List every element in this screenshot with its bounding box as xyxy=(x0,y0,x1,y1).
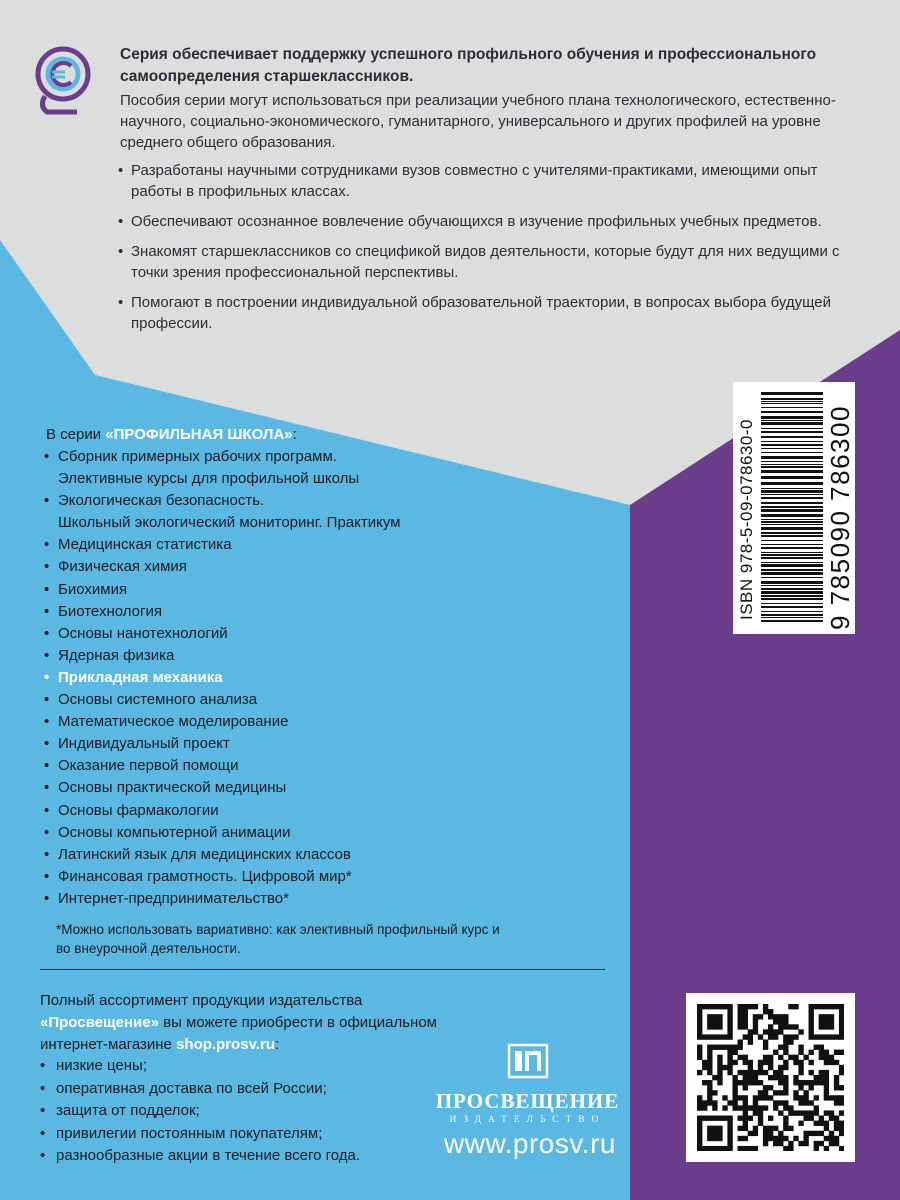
series-book-title: Латинский язык для медицинских классов xyxy=(58,845,351,863)
series-name: «ПРОФИЛЬНАЯ ШКОЛА» xyxy=(105,426,293,443)
series-heading xyxy=(46,426,297,443)
shop-text-1: Полный ассортимент продукции издательства xyxy=(40,992,363,1009)
series-book-title: Основы системного анализа xyxy=(58,691,258,709)
shop-description xyxy=(40,990,460,1056)
series-heading-prefix: В серии xyxy=(46,426,106,443)
series-book-item xyxy=(44,800,524,822)
series-book-title: Основы практической медицины xyxy=(58,779,287,797)
series-book-title: Финансовая грамотность. Цифровой мир* xyxy=(58,867,352,885)
publisher-name-quoted: «Просвещение» xyxy=(40,1014,159,1031)
benefit-item: • оперативная доставка по всей России; xyxy=(40,1078,360,1101)
publisher-name: ПРОСВЕЩЕНИЕ xyxy=(435,1089,620,1113)
series-book-item xyxy=(44,777,524,799)
shop-benefits-list xyxy=(40,1055,360,1168)
series-book-item xyxy=(44,866,524,888)
series-book-title: Интернет-предпринимательство* xyxy=(58,889,289,907)
series-book-title: Прикладная механика xyxy=(58,668,223,686)
series-book-title: Ядерная физика xyxy=(58,646,175,664)
qr-code-icon[interactable] xyxy=(697,1004,844,1151)
barcode-icon xyxy=(761,390,823,622)
series-book-title: Индивидуальный проект xyxy=(58,735,230,753)
series-book-item xyxy=(44,711,524,733)
benefit-item: • низкие цены; xyxy=(40,1055,360,1078)
publisher-website-link[interactable]: www.prosv.ru xyxy=(444,1128,616,1159)
series-features-list xyxy=(118,160,863,343)
series-book-item xyxy=(44,446,524,490)
series-description-text: Пособия серии могут использоваться при реализации учебного плана технологического, естественно-научного, социально-экономического, гуманитарного, универсального и других профилей на уровне среднего общего образования. xyxy=(120,92,836,151)
series-book-title: Основы компьютерной анимации xyxy=(58,823,291,841)
benefit-item: • привилегии постоянным покупателям; xyxy=(40,1123,360,1146)
series-book-item xyxy=(44,667,524,689)
shop-text-2: вы можете приобрести в официальном интернет-магазине xyxy=(40,1014,437,1053)
feature-item: • Помогают в построении индивидуальной образовательной траектории, в вопросах выбора будущей профессии. xyxy=(118,292,863,334)
series-book-title: Биохимия xyxy=(58,580,128,598)
series-book-item xyxy=(44,733,524,755)
qr-code-panel[interactable] xyxy=(686,993,855,1162)
series-logo-icon xyxy=(33,44,97,118)
series-book-title: Медицинская статистика xyxy=(58,536,232,554)
series-book-title: Оказание первой помощи xyxy=(58,757,239,775)
series-book-title: Экологическая безопасность. xyxy=(58,492,265,510)
series-book-item xyxy=(44,490,524,534)
divider xyxy=(40,969,605,970)
series-book-subtitle: Школьный экологический мониторинг. Практикум xyxy=(58,514,401,532)
isbn-label: ISBN 978-5-09-078630-0 xyxy=(737,419,756,620)
series-book-item xyxy=(44,689,524,711)
isbn-barcode-panel xyxy=(733,382,855,634)
series-book-title: Биотехнология xyxy=(58,602,162,620)
shop-text-3: : xyxy=(274,1036,280,1053)
shop-url-link[interactable]: shop.prosv.ru xyxy=(176,1036,275,1053)
benefit-item: • разнообразные акции в течение всего года. xyxy=(40,1145,360,1168)
series-book-item xyxy=(44,579,524,601)
series-book-title: Сборник примерных рабочих программ. xyxy=(58,448,337,465)
publisher-logo xyxy=(425,1042,630,1125)
series-books-list xyxy=(44,446,524,910)
feature-item: • Обеспечивают осознанное вовлечение обучающихся в изучение профильных учебных предметов. xyxy=(118,211,863,232)
series-book-title: Математическое моделирование xyxy=(58,713,289,731)
benefit-item: • защита от подделок; xyxy=(40,1100,360,1123)
series-book-item xyxy=(44,888,524,910)
series-book-subtitle: Элективные курсы для профильной школы xyxy=(58,470,360,488)
feature-item: • Разработаны научными сотрудниками вузов совместно с учителями-практиками, имеющими опыт работы в профильных классах. xyxy=(118,160,863,202)
series-book-item xyxy=(44,601,524,623)
series-book-title: Основы нанотехнологий xyxy=(58,624,228,642)
feature-item: • Знакомят старшеклассников со спецификой видов деятельности, которые будут для них ведущими с точки зрения профессиональной перспективы. xyxy=(118,241,863,283)
series-book-item xyxy=(44,645,524,667)
series-book-item xyxy=(44,755,524,777)
series-description-heading: Серия обеспечивает поддержку успешного профильного обучения и профессионального самоопределения старшеклассников. xyxy=(120,46,817,85)
isbn-digits: 9 785090 786300 xyxy=(825,405,855,630)
publisher-subtitle: ИЗДАТЕЛЬСТВО xyxy=(449,1115,606,1125)
series-book-item xyxy=(44,556,524,578)
series-book-title: Физическая химия xyxy=(58,558,187,576)
series-book-item xyxy=(44,822,524,844)
series-book-title: Основы фармакологии xyxy=(58,801,219,819)
series-book-item xyxy=(44,844,524,866)
prosveshchenie-logo-icon xyxy=(506,1042,550,1080)
series-footnote: *Можно использовать вариативно: как элективный профильный курс и во внеурочной деятельности. xyxy=(56,922,500,956)
series-book-item xyxy=(44,623,524,645)
series-heading-suffix: : xyxy=(292,426,297,443)
series-book-item xyxy=(44,534,524,556)
